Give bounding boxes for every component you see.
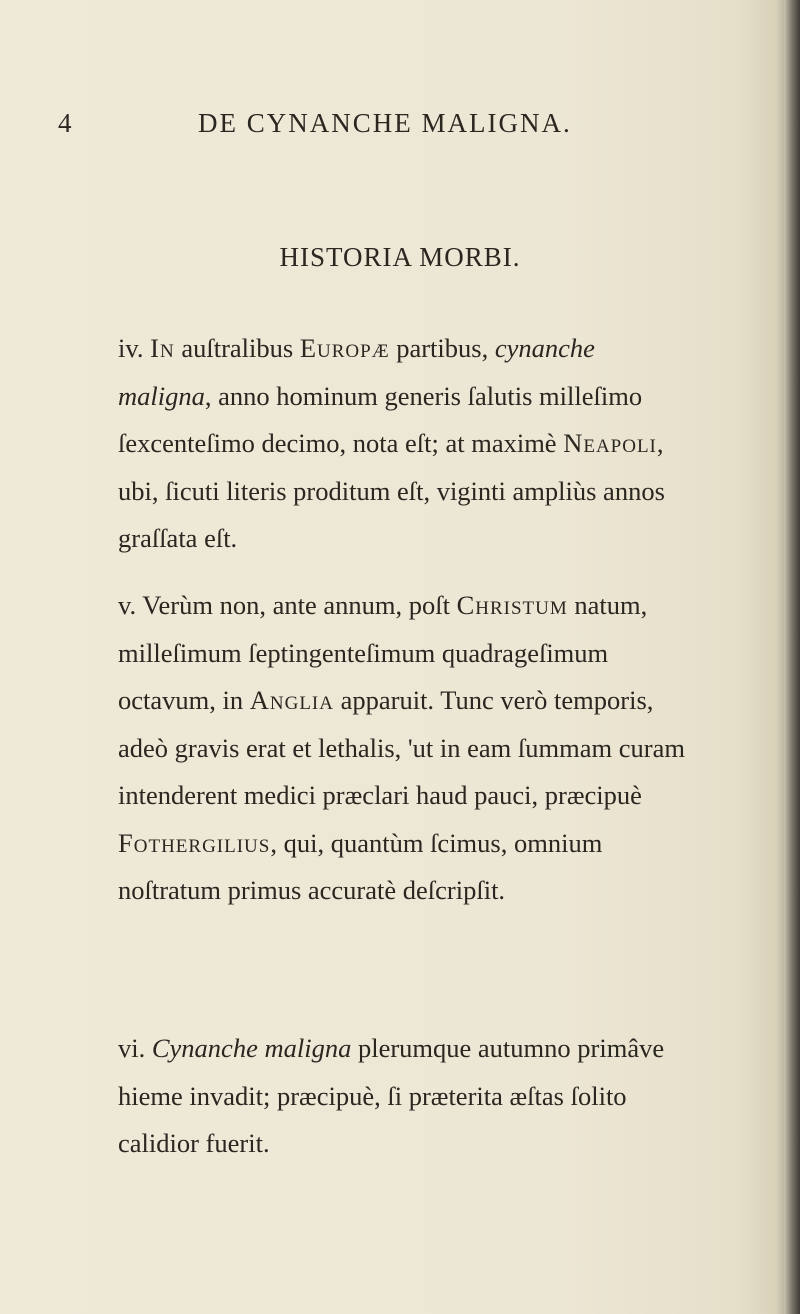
text-segment: auſtralibus <box>174 333 300 363</box>
text-segment: plerumque autumno primâve hieme invadit; præcipuè, ſi præterita æſtas ſolito calidior fuerit. <box>118 1033 665 1158</box>
paragraph-number: vi. <box>118 1033 146 1063</box>
text-segment: , qui, quantùm ſcimus, omnium noſtratum primus accuratè deſcripſit. <box>118 827 603 905</box>
page-number: 4 <box>58 108 74 138</box>
text-segment: Cynanche maligna <box>151 1033 352 1063</box>
text-segment: natum, milleſimum ſeptingenteſimum quadrageſimum octavum, in <box>118 590 648 715</box>
text-segment: cynanche maligna <box>118 333 595 411</box>
paragraph-vi <box>118 1025 693 1168</box>
text-segment: In <box>150 333 175 363</box>
text-segment: Anglia <box>249 685 334 715</box>
paragraph-number: v. <box>118 590 137 620</box>
paragraph-iv <box>118 325 693 563</box>
page-edge <box>784 0 800 1314</box>
text-segment: apparuit. Tunc verò temporis, adeò gravis erat et lethalis, 'ut in eam ſummam curam intenderent medici præclari haud pauci, præcipuè <box>118 685 685 810</box>
text-segment <box>145 1033 152 1063</box>
text-segment: Europæ <box>299 333 390 363</box>
text-segment: Fothergilius <box>118 827 271 858</box>
text-segment: Christum <box>456 590 568 620</box>
paragraph-v <box>118 582 693 915</box>
text-segment: , anno hominum generis ſalutis milleſimo ſexcenteſimo decimo, nota eſt; at maximè <box>118 380 643 458</box>
text-segment: , ubi, ſicuti literis proditum eſt, viginti ampliùs annos graſſata eſt. <box>118 428 665 553</box>
text-segment: partibus, <box>389 333 495 363</box>
paragraph-number: iv. <box>118 333 144 363</box>
text-segment: Neapoli <box>563 428 657 458</box>
section-title: HISTORIA MORBI. <box>279 242 521 272</box>
text-segment: Verùm non, ante annum, poſt <box>136 590 457 620</box>
running-title: DE CYNANCHE MALIGNA. <box>198 108 572 138</box>
